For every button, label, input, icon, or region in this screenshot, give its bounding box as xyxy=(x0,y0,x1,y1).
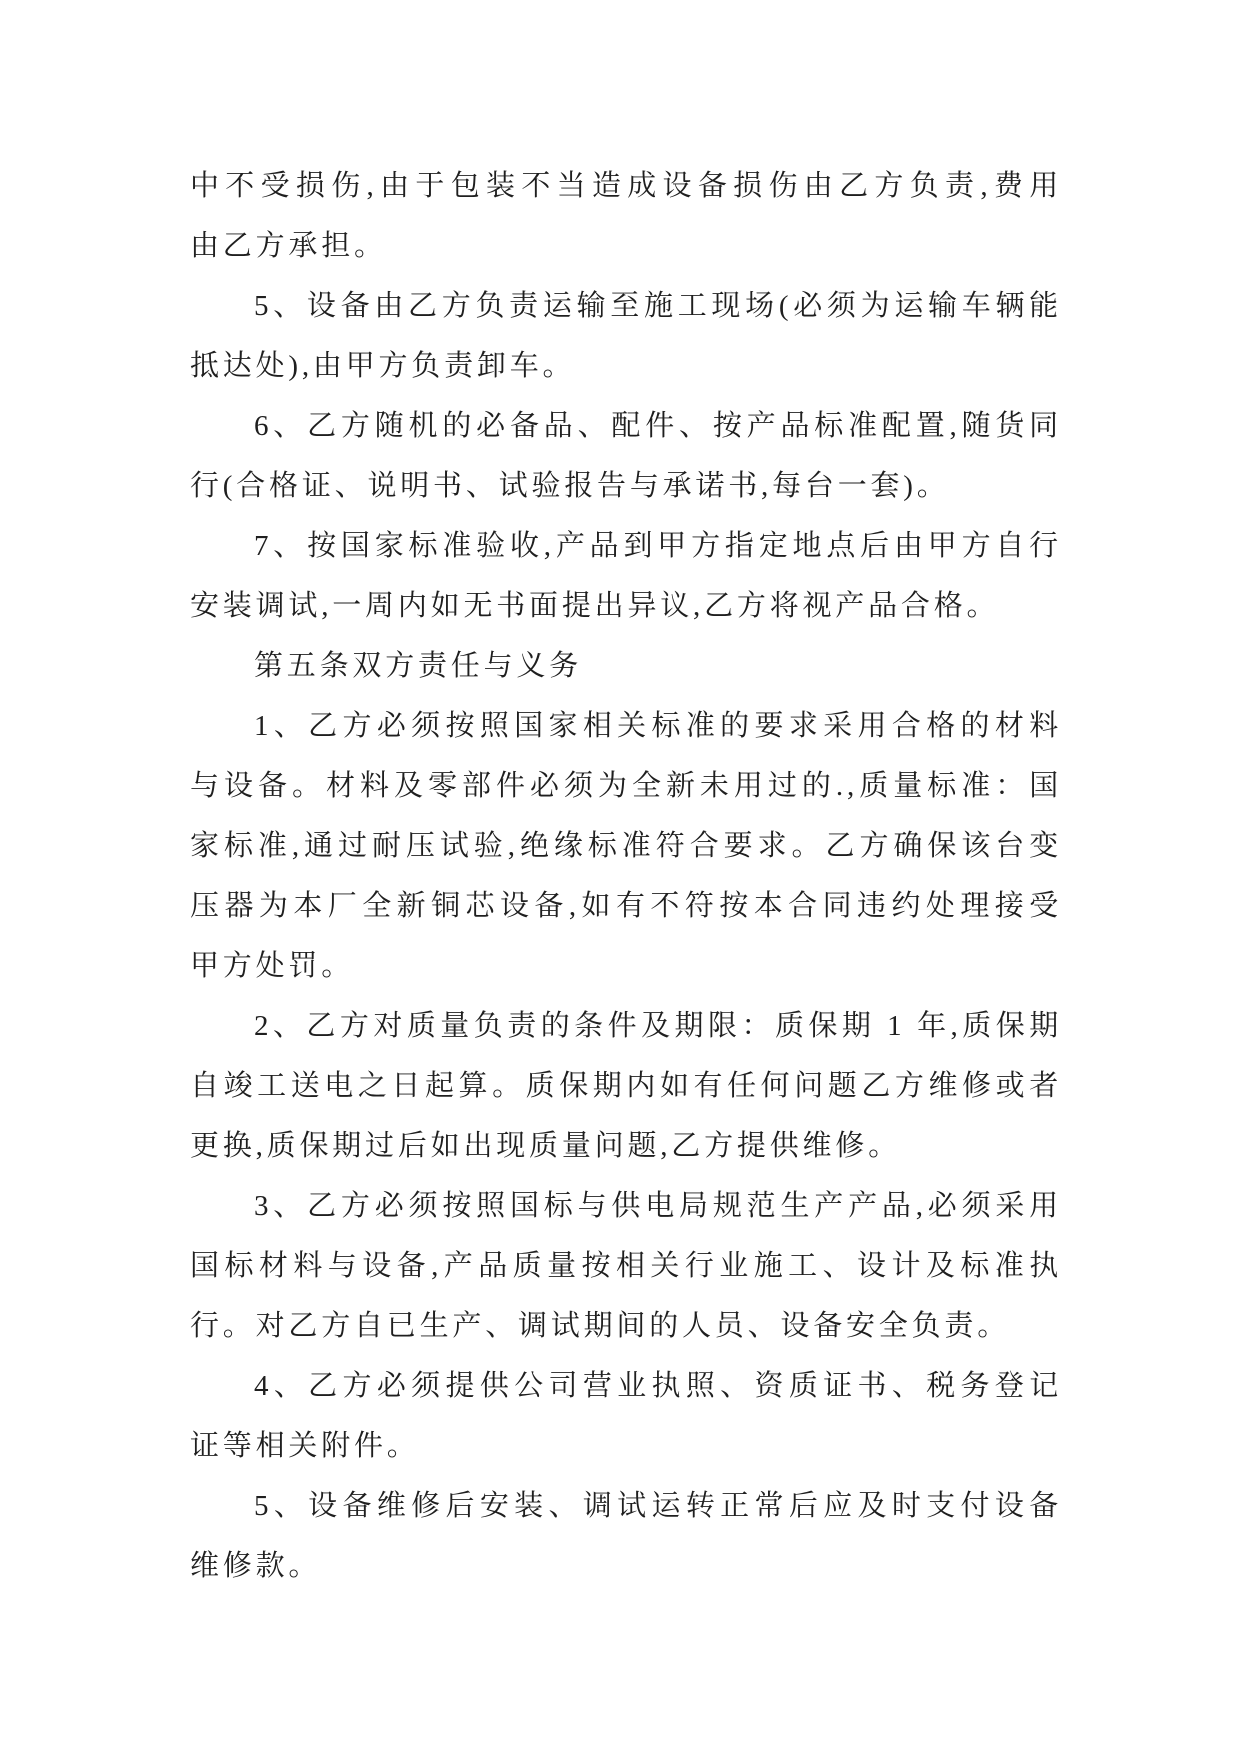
text-line: 由乙方承担。 xyxy=(190,230,387,262)
clause5-item-3 xyxy=(190,1176,1062,1356)
clause5-item-1 xyxy=(190,696,1062,996)
continued-paragraph xyxy=(190,156,1062,276)
clause4-item-6 xyxy=(190,396,1062,516)
text-line: 4、乙方必须提供公司营业执照、资质证书、税务登记 xyxy=(254,1370,1062,1402)
text-line: 行。对乙方自已生产、调试期间的人员、设备安全负责。 xyxy=(190,1310,1011,1342)
text-line: 5、设备维修后安装、调试运转正常后应及时支付设备 xyxy=(254,1490,1062,1522)
text-line: 国标材料与设备,产品质量按相关行业施工、设计及标准执 xyxy=(190,1250,1062,1282)
clause5-item-2 xyxy=(190,996,1062,1176)
clause5-item-4 xyxy=(190,1356,1062,1476)
text-line: 维修款。 xyxy=(190,1550,322,1582)
text-line: 行(合格证、说明书、试验报告与承诺书,每台一套)。 xyxy=(190,470,950,502)
clause4-item-7 xyxy=(190,516,1062,636)
text-line: 6、乙方随机的必备品、配件、按产品标准配置,随货同 xyxy=(254,410,1062,442)
text-line: 安装调试,一周内如无书面提出异议,乙方将视产品合格。 xyxy=(190,590,1000,622)
text-line: 抵达处),由甲方负责卸车。 xyxy=(190,350,576,382)
text-line: 3、乙方必须按照国标与供电局规范生产产品,必须采用 xyxy=(254,1190,1062,1222)
text-line: 与设备。材料及零部件必须为全新未用过的.,质量标准：国 xyxy=(190,770,1062,802)
clause5-item-5 xyxy=(190,1476,1062,1596)
text-line: 中不受损伤,由于包装不当造成设备损伤由乙方负责,费用 xyxy=(190,170,1062,202)
text-line: 家标准,通过耐压试验,绝缘标准符合要求。乙方确保该台变 xyxy=(190,830,1062,862)
clause5-heading: 第五条双方责任与义务 xyxy=(254,650,583,682)
text-line: 更换,质保期过后如出现质量问题,乙方提供维修。 xyxy=(190,1130,901,1162)
clause4-item-5 xyxy=(190,276,1062,396)
text-line: 2、乙方对质量负责的条件及期限：质保期 1 年,质保期 xyxy=(254,1010,1062,1042)
text-line: 压器为本厂全新铜芯设备,如有不符按本合同违约处理接受 xyxy=(190,890,1062,922)
text-line: 甲方处罚。 xyxy=(190,950,355,982)
text-line: 5、设备由乙方负责运输至施工现场(必须为运输车辆能 xyxy=(254,290,1062,322)
text-line: 1、乙方必须按照国家相关标准的要求采用合格的材料 xyxy=(254,710,1062,742)
text-line: 自竣工送电之日起算。质保期内如有任何问题乙方维修或者 xyxy=(190,1070,1062,1102)
text-line: 7、按国家标准验收,产品到甲方指定地点后由甲方自行 xyxy=(254,530,1062,562)
document-body xyxy=(190,156,1062,1596)
text-line: 证等相关附件。 xyxy=(190,1430,420,1462)
